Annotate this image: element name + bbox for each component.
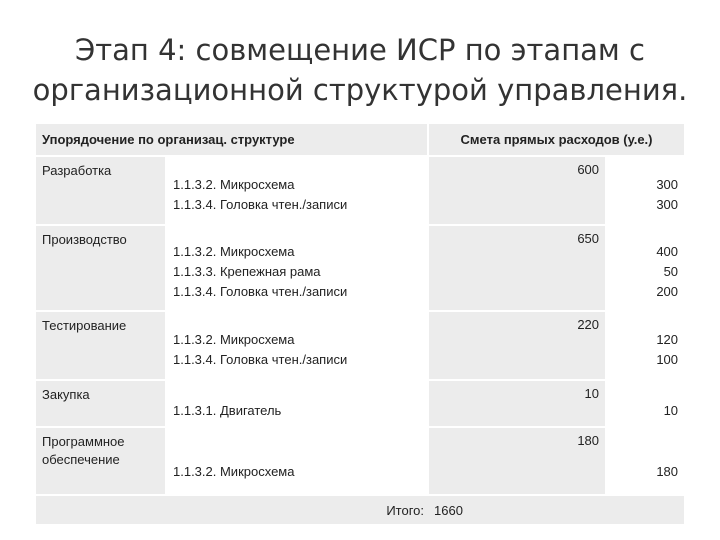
wbs-item: 1.1.3.2. Микросхема [173,464,295,479]
table-header-row [36,124,684,156]
total-row [36,495,684,524]
department-label: обеспечение [42,452,120,467]
wbs-item: 1.1.3.2. Микросхема [173,177,295,192]
page-title [20,30,700,110]
item-amount: 200 [656,284,679,299]
wbs-item: 1.1.3.2. Микросхема [173,332,295,347]
wbs-item: 1.1.3.3. Крепежная рама [173,264,321,279]
total-label: Итого: [36,495,428,524]
table-row [36,427,684,495]
items-cell [166,156,428,225]
header-org-structure: Упорядочение по организац. структуре [36,124,428,156]
item-amounts-cell [606,156,684,225]
department-cell [36,156,166,225]
table-row [36,380,684,427]
item-amount: 120 [656,332,679,347]
department-label: Производство [42,232,127,247]
department-label: Закупка [42,387,90,402]
table-row [36,225,684,311]
department-label: Тестирование [42,318,127,333]
item-amounts-cell [606,311,684,380]
item-amount: 300 [656,197,679,212]
cost-table [36,124,684,524]
department-total-cell [428,380,606,427]
department-total: 600 [577,162,600,177]
title-line-1: Этап 4: совмещение ИСР по этапам с [75,33,645,67]
items-cell [166,311,428,380]
item-amounts-cell [606,427,684,495]
table-row [36,311,684,380]
department-total-cell [428,311,606,380]
department-total-cell [428,427,606,495]
item-amounts-cell [606,380,684,427]
department-cell [36,311,166,380]
department-cell [36,380,166,427]
wbs-item: 1.1.3.4. Головка чтен./записи [173,352,348,367]
header-direct-costs: Смета прямых расходов (у.е.) [428,124,684,156]
item-amount: 180 [656,464,679,479]
wbs-item: 1.1.3.4. Головка чтен./записи [173,197,348,212]
department-total: 10 [584,386,600,401]
item-amounts-cell [606,225,684,311]
department-label: Программное [42,434,125,449]
items-cell [166,225,428,311]
department-cell [36,225,166,311]
department-total-cell [428,225,606,311]
wbs-item: 1.1.3.2. Микросхема [173,244,295,259]
items-cell [166,380,428,427]
department-total: 650 [577,231,600,246]
department-cell [36,427,166,495]
department-label: Разработка [42,163,112,178]
department-total: 180 [577,433,600,448]
item-amount: 400 [656,244,679,259]
wbs-item: 1.1.3.4. Головка чтен./записи [173,284,348,299]
wbs-item: 1.1.3.1. Двигатель [173,403,282,418]
title-line-2: организационной структурой управления. [32,73,688,107]
department-total-cell [428,156,606,225]
department-total: 220 [577,317,600,332]
item-amount: 10 [663,403,679,418]
total-value: 1660 [428,495,684,524]
items-cell [166,427,428,495]
table-row [36,156,684,225]
item-amount: 100 [656,352,679,367]
item-amount: 300 [656,177,679,192]
item-amount: 50 [663,264,679,279]
